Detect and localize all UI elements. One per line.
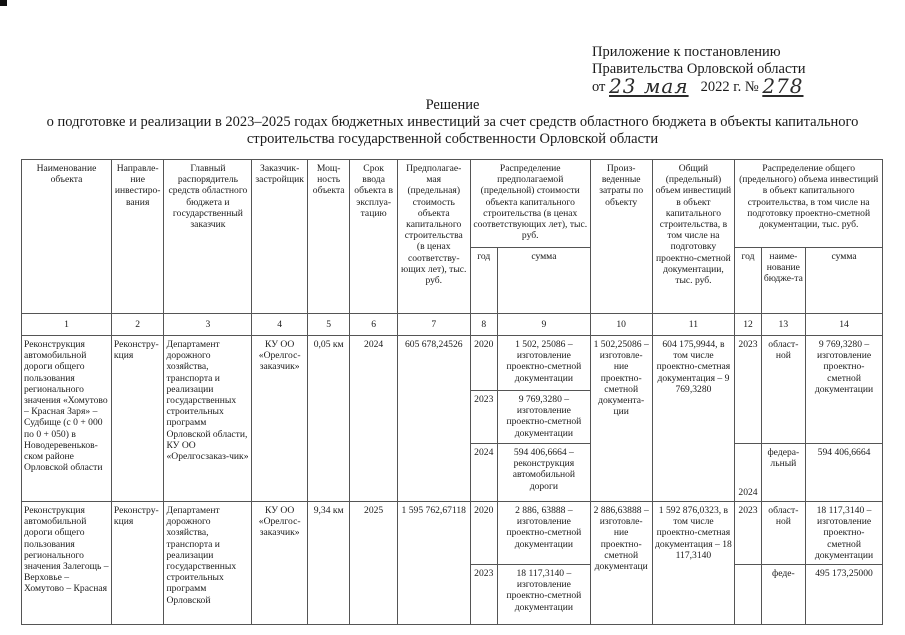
spent-cell: 2 886,63888 – изготовле-ние проектно-сметной документаци [590,502,652,625]
col-num: 8 [470,314,497,336]
alloc-sum-cell: 594 406,6664 [806,444,883,502]
appendix-line-2: Правительства Орловской области [592,61,806,77]
dist-year-cell: 2023 [470,565,497,625]
total-cell: 1 592 876,0323, в том числе проектно-сметная документация – 18 117,3140 [652,502,735,625]
capacity-cell: 9,34 км [307,502,349,625]
header-customer: Заказчик-застройщик [252,160,308,314]
investment-table [21,159,883,625]
cost-cell: 605 678,24526 [397,336,470,502]
customer-cell: КУ ОО «Орелгос-заказчик» [252,336,308,502]
col-num: 7 [397,314,470,336]
table-row [22,336,883,391]
header-capacity: Мощ-ность объекта [307,160,349,314]
col-num: 9 [497,314,590,336]
object-name-cell: Реконструкция автомобильной дороги общего пользования регионального значения «Хомутово – Красная Заря» – Судбище (с 0 + 000 по 0 + 050) в Новодеревеньков-ском районе Орловской области [22,336,112,502]
alloc-sum-cell: 495 173,25000 [806,565,883,625]
header-alloc-budget: наиме-нование бюдже-та [761,248,805,314]
header-alloc-sum: сумма [806,248,883,314]
customer-cell: КУ ОО «Орелгос-заказчик» [252,502,308,625]
header-object-name: Наименование объекта [22,160,112,314]
spent-cell: 1 502,25086 – изготовле-ние проектно-сметной документа-ции [590,336,652,502]
direction-cell: Реконстру-кция [111,336,164,502]
date-year: 2022 г. № [700,79,759,95]
col-num: 1 [22,314,112,336]
scan-corner-mark [0,0,7,6]
term-cell: 2024 [350,336,397,502]
alloc-sum-cell: 9 769,3280 – изготовление проектно-сметной документации [806,336,883,444]
table-row [22,502,883,565]
manager-cell: Департамент дорожного хозяйства, транспорта и реализации государственных строительных программ Орловской [164,502,252,625]
header-investment-distribution: Распределение общего (предельного) объема инвестиций в объект капитального строительства, в том числе на подготовку проектно-сметной документации, тыс. руб. [735,160,883,248]
header-manager: Главный распорядитель средств областного бюджета и государственный заказчик [164,160,252,314]
term-cell: 2025 [350,502,397,625]
capacity-cell: 0,05 км [307,336,349,502]
alloc-year-cell: 2023 [735,502,761,565]
col-num: 13 [761,314,805,336]
col-num: 6 [350,314,397,336]
dist-sum-cell: 1 502, 25086 – изготовление проектно-сметной документации [497,336,590,391]
header-row [22,160,883,248]
header-dist-year: год [470,248,497,314]
alloc-year-cell: 2024 [735,444,761,502]
alloc-year-cell [735,565,761,625]
col-num: 11 [652,314,735,336]
direction-cell: Реконстру-кция [111,502,164,625]
header-direction: Направле-ние инвестиро-вания [111,160,164,314]
decision-word: Решение [425,97,480,113]
dist-year-cell: 2020 [470,502,497,565]
date-prefix: от [592,79,606,95]
col-num: 12 [735,314,761,336]
cost-cell: 1 595 762,67118 [397,502,470,625]
alloc-budget-cell: област-ной [761,502,805,565]
alloc-budget-cell: федера-льный [761,444,805,502]
alloc-year-cell: 2023 [735,336,761,444]
dist-sum-cell: 9 769,3280 – изготовление проектно-сметной документации [497,391,590,444]
col-num: 3 [164,314,252,336]
dist-year-cell: 2023 [470,391,497,444]
object-name-cell: Реконструкция автомобильной дороги общего пользования регионального значения Залегощь – Верховье – Хомутово – Красная [22,502,112,625]
total-cell: 604 175,9944, в том числе проектно-сметная документация – 9 769,3280 [652,336,735,502]
alloc-budget-cell: феде- [761,565,805,625]
alloc-sum-cell: 18 117,3140 – изготовление проектно-сметной документации [806,502,883,565]
col-num: 4 [252,314,308,336]
appendix-date-line [592,74,902,98]
appendix-note [592,44,902,96]
appendix-line-1: Приложение к постановлению [592,44,781,60]
col-num: 14 [806,314,883,336]
dist-sum-cell: 2 886, 63888 – изготовление проектно-сметной документации [497,502,590,565]
decision-title: о подготовке и реализации в 2023–2025 годах бюджетных инвестиций за счет средств областного бюджета в объекты капитального строительства государственной собственности Орловской области [46,114,859,147]
col-num: 5 [307,314,349,336]
dist-year-cell: 2020 [470,336,497,391]
handwritten-number: 278 [762,74,804,98]
header-alloc-year: год [735,248,761,314]
header-cost: Предполагае-мая (предельная) стоимость объекта капитального строительства (в ценах соответству-ющих лет), тыс. руб. [397,160,470,314]
col-num: 10 [590,314,652,336]
header-term: Срок ввода объекта в эксплуа-тацию [350,160,397,314]
header-dist-sum: сумма [497,248,590,314]
dist-year-cell: 2024 [470,444,497,502]
header-spent: Произ-веденные затраты по объекту [590,160,652,314]
dist-sum-cell: 18 117,3140 – изготовление проектно-сметной документации [497,565,590,625]
header-cost-distribution: Распределение предполагаемой (предельной) стоимости объекта капитального строительства (в ценах соответствующих лет), тыс. руб. [470,160,590,248]
handwritten-date: 23 мая [609,74,689,98]
header-total: Общий (предельный) объем инвестиций в объект капитального строительства, в том числе на подготовку проектно-сметной документации, тыс. руб. [652,160,735,314]
alloc-budget-cell: област-ной [761,336,805,444]
col-num: 2 [111,314,164,336]
manager-cell: Департамент дорожного хозяйства, транспорта и реализации государственных строительных программ Орловской области, КУ ОО «Орелгосзаказ-чик» [164,336,252,502]
dist-sum-cell: 594 406,6664 – реконструкция автомобильной дороги [497,444,590,502]
column-numbers-row [22,314,883,336]
